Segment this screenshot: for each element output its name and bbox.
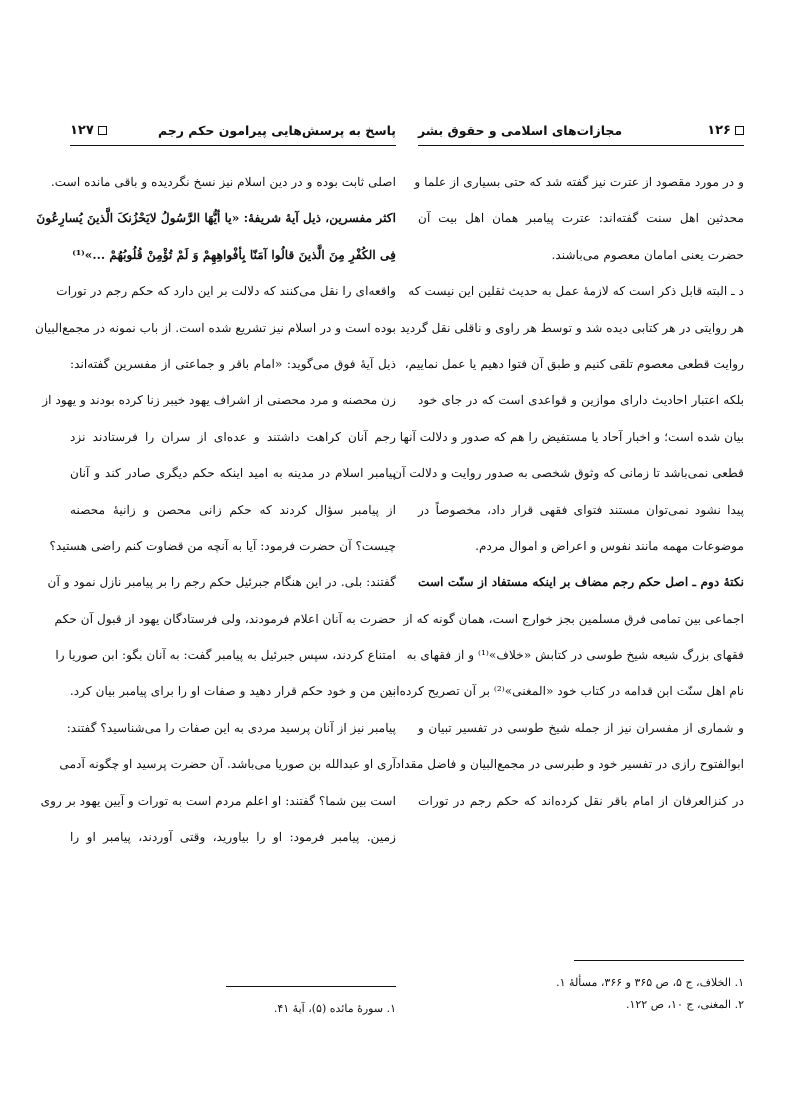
footnote-separator xyxy=(574,960,744,961)
right-page-body xyxy=(386,164,744,819)
left-page-number-group xyxy=(70,123,107,138)
text-line: رجم آنان کراهت داشتند و عده‌ای از سران را فرستادند نزد xyxy=(70,429,396,444)
text-line: و در مورد مقصود از عترت نیز گفته شد که حتی بسیاری از علما و xyxy=(414,175,744,189)
text-line: پیامبر نیز از آنان پرسید مردی به این صفات را می‌شناسید؟ گفتند: xyxy=(66,720,396,735)
text-line: روایت قطعی معصوم تلقی کنیم و طبق آن فتوا دهیم یا عمل نماییم، xyxy=(404,356,744,371)
footnote: ۲. المغنی، ج ۱۰، ص ۱۲۲. xyxy=(625,998,744,1011)
text-line: بین من و خود حکم قرار دهید و صفات او را برای پیامبر بیان کرد. xyxy=(69,684,396,699)
left-running-title: پاسخ به پرسش‌هایی پیرامون حکم رجم xyxy=(157,122,396,138)
footnote: ۱. سورهٔ مائده (۵)، آیهٔ ۴۱. xyxy=(273,1002,396,1015)
right-page xyxy=(386,118,744,1058)
text-line: و شماری از مفسران نیز از جمله شیخ طوسی در تفسیر تبیان و xyxy=(418,720,744,735)
text-line: فِی الکُفْرِ مِنَ الَّذینَ قالُوا آمَنّا بِأفْواهِهِمْ وَ لَمْ تُؤْمِنْ قُلُوبُهُمْ ...»⁽¹⁾ xyxy=(72,247,396,262)
footnote-separator xyxy=(226,986,396,987)
square-ornament-icon xyxy=(735,126,744,135)
left-page xyxy=(34,118,396,1058)
square-ornament-icon xyxy=(98,126,107,135)
text-line: گفتند: بلی. در این هنگام جبرئیل حکم رجم را بر پیامبر نازل نمود و آن xyxy=(47,575,396,590)
text-line: نکتهٔ دوم ـ اصل حکم رجم مضاف بر اینکه مستفاد از سنّت است xyxy=(418,575,744,590)
text-line: بیان شده است؛ و اخبار آحاد یا مستفیض را هم که صدور و دلالت آنها xyxy=(399,429,744,444)
text-line: حضرت یعنی امامان معصوم می‌باشند. xyxy=(551,247,744,262)
left-page-number: ۱۲۷ xyxy=(70,122,94,138)
text-line: بوده است و در اسلام نیز تشریع شده است. از باب نمونه در مجمع‌البیان xyxy=(34,320,396,335)
right-page-number: ۱۲۶ xyxy=(707,122,731,138)
text-line: واقعه‌ای را نقل می‌کنند که دلالت بر این دارد که حکم رجم در تورات xyxy=(56,284,396,299)
text-line: حضرت به آنان اعلام فرمودند، ولی فرستادگان یهود از قبول آن حکم xyxy=(54,611,396,626)
text-line: ذیل آیهٔ فوق می‌گوید: «امام باقر و جماعتی از مفسرین گفته‌اند: xyxy=(70,356,396,371)
text-line: زن محصنه و مرد محصنی از اشراف یهود خیبر زنا کرده بودند و یهود از xyxy=(42,393,396,408)
text-line: اصلی ثابت بوده و در دین اسلام نیز نسخ نگردیده و باقی مانده است. xyxy=(50,175,396,189)
text-line: نام اهل سنّت ابن قدامه در کتاب خود «المغنی»⁽²⁾ بر آن تصریح کرده‌اند xyxy=(386,684,744,699)
right-page-number-group xyxy=(707,123,744,138)
text-line: از پیامبر سؤال کردند که حکم زانی محصن و زانیهٔ محصنه xyxy=(70,502,396,517)
text-line: اکثر مفسرین، ذیل آیهٔ شریفهٔ: «یا أیُّهَا الرَّسُولُ لایَحْزُنکَ الَّذینَ یُسارِعُونَ xyxy=(36,211,396,226)
text-line: فقهای بزرگ شیعه شیخ طوسی در کتابش «خلاف»⁽¹⁾ و از فقهای به xyxy=(406,648,744,663)
text-line: در کنزالعرفان از امام باقر نقل کرده‌اند که حکم رجم در تورات xyxy=(418,793,744,808)
text-line: موضوعات مهمه مانند نفوس و اعراض و اموال مردم. xyxy=(475,538,744,553)
text-line: چیست؟ آن حضرت فرمود: آیا به آنچه من قضاوت کنم راضی هستید؟ xyxy=(49,538,396,553)
text-line: امتناع کردند، سپس جبرئیل به پیامبر گفت: به آنان بگو: ابن صوریا را xyxy=(55,648,396,663)
text-line: قطعی نمی‌باشد تا زمانی که وثوق شخصی به صدور روایت و دلالت آن xyxy=(393,466,744,481)
text-line: آری او عبدالله بن صوریا می‌باشد. آن حضرت پرسید او چگونه آدمی xyxy=(59,757,396,772)
text-line: زمین. پیامبر فرمود: او را بیاورید، وقتی آوردند، پیامبر او را xyxy=(70,830,396,845)
text-line: پیدا نشود نمی‌توان مستند فتوای فقهی قرار داد، مخصوصاً در xyxy=(418,502,744,517)
text-line: است بین شما؟ گفتند: او اعلم مردم است به تورات و آیین یهود بر روی xyxy=(40,793,396,808)
text-line: هر روایتی در هر کتابی دیده شد و توسط هر راوی و ناقلی نقل گردید xyxy=(400,320,744,335)
right-running-title: مجازات‌های اسلامی و حقوق بشر xyxy=(418,122,623,138)
text-line: پیامبر اسلام در مدینه به امید اینکه حکم دیگری صادر کند و آنان xyxy=(70,466,396,481)
footnote: ۱. الخلاف، ج ۵، ص ۳۶۵ و ۳۶۶، مسألهٔ ۱. xyxy=(556,976,744,989)
left-page-header xyxy=(70,118,396,146)
text-line: د ـ البته قابل ذکر است که لازمهٔ عمل به حدیث ثقلین این نیست که xyxy=(408,284,744,299)
right-page-header xyxy=(418,118,744,146)
text-line: اجماعی بین تمامی فرق مسلمین بجز خوارج است، همان گونه که از xyxy=(403,611,744,626)
text-line: ابوالفتوح رازی در تفسیر خود و طبرسی در مجمع‌البیان و فاضل مقداد xyxy=(395,757,744,772)
text-line: محدثین اهل سنت گفته‌اند: عترت پیامبر همان اهل بیت آن xyxy=(418,211,744,226)
left-page-body xyxy=(34,164,396,855)
text-line: بلکه اعتبار احادیث دارای موازین و قواعدی است که در جای خود xyxy=(418,393,744,408)
